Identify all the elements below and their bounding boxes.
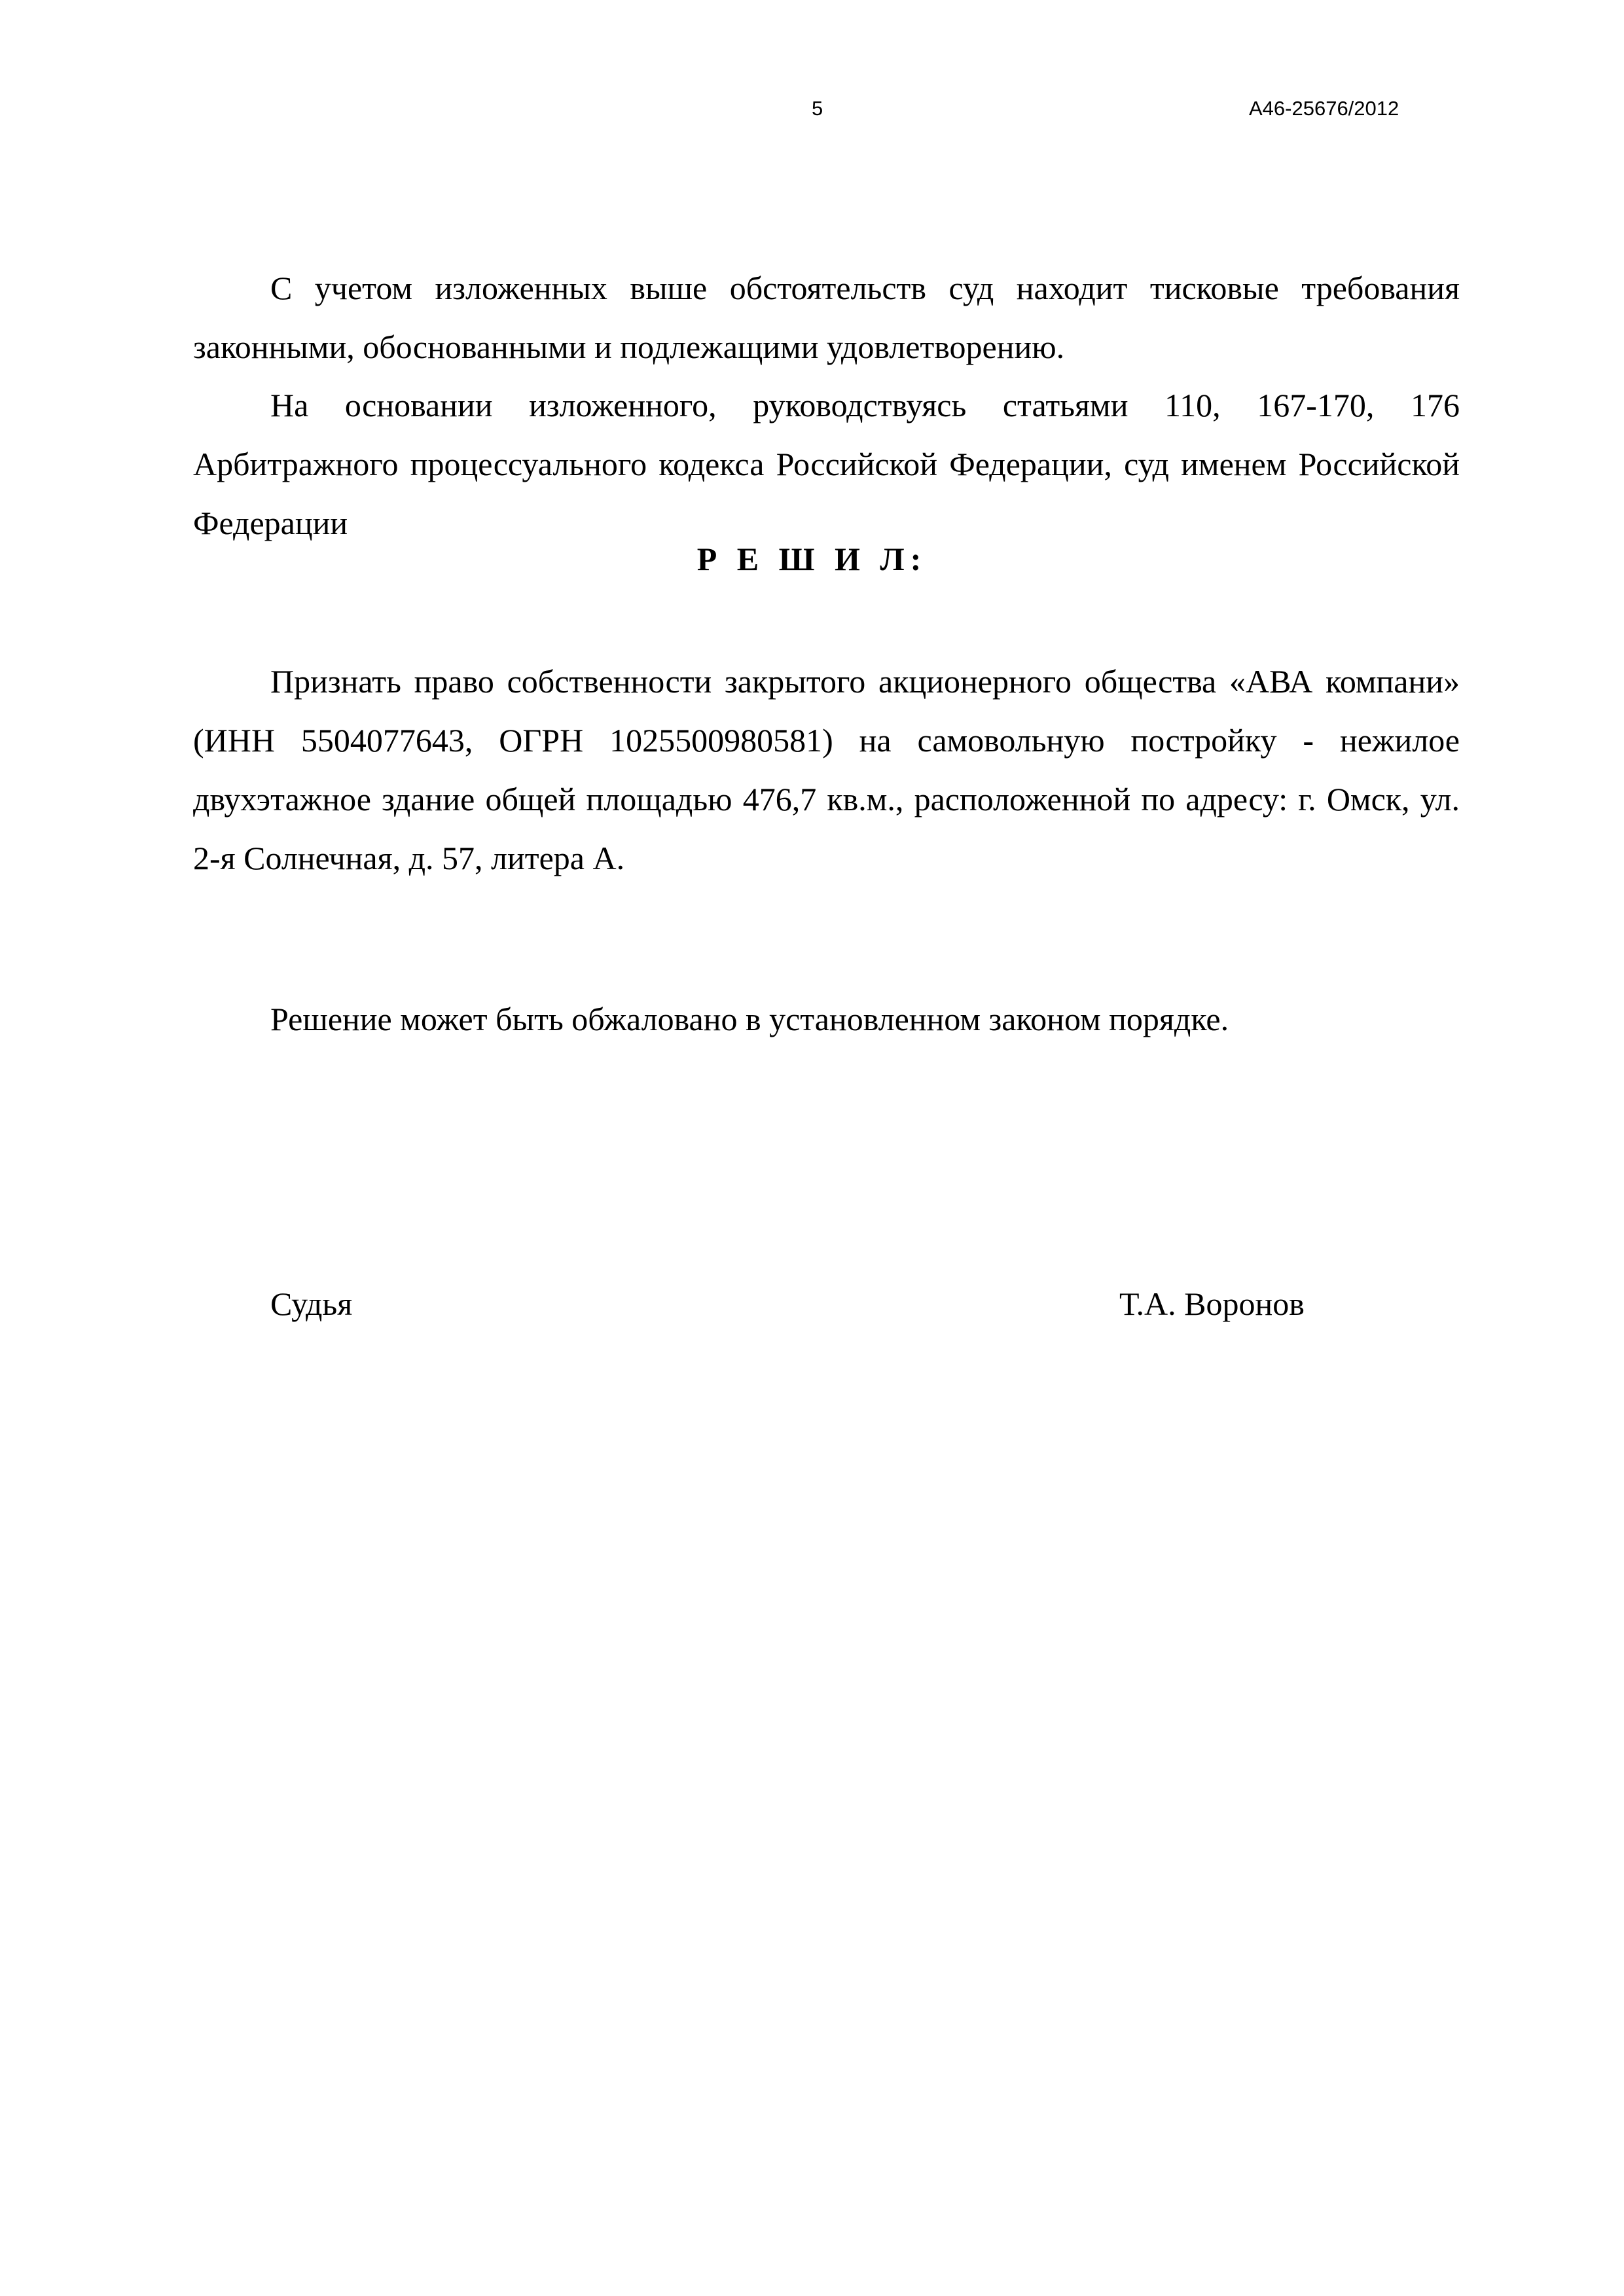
paragraph-appeal-notice: Решение может быть обжаловано в установленном законом порядке.	[270, 1001, 1229, 1037]
signature-role: Судья	[270, 1285, 353, 1322]
signature-name: Т.А. Воронов	[1119, 1285, 1305, 1322]
page-number: 5	[812, 97, 823, 120]
paragraph-ruling: Признать право собственности закрытого акционерного общества «АВА компани» (ИНН 5504077643, ОГРН 1025500980581) на самовольную постройку - нежилое двухэтажное здание общей площадью 476,7 кв.м., расположенной по адресу: г. Омск, ул. 2-я Солнечная, д. 57, литера А.	[193, 663, 1460, 876]
paragraph-legal-basis: На основании изложенного, руководствуясь статьями 110, 167-170, 176 Арбитражного процессуального кодекса Российской Федерации, суд именем Российской Федерации	[193, 387, 1460, 541]
case-number: А46-25676/2012	[1249, 97, 1399, 120]
resolution-heading: Р Е Ш И Л:	[696, 541, 928, 577]
paragraph-findings: С учетом изложенных выше обстоятельств суд находит тисковые требования законными, обоснованными и подлежащими удовлетворению.	[193, 270, 1460, 365]
